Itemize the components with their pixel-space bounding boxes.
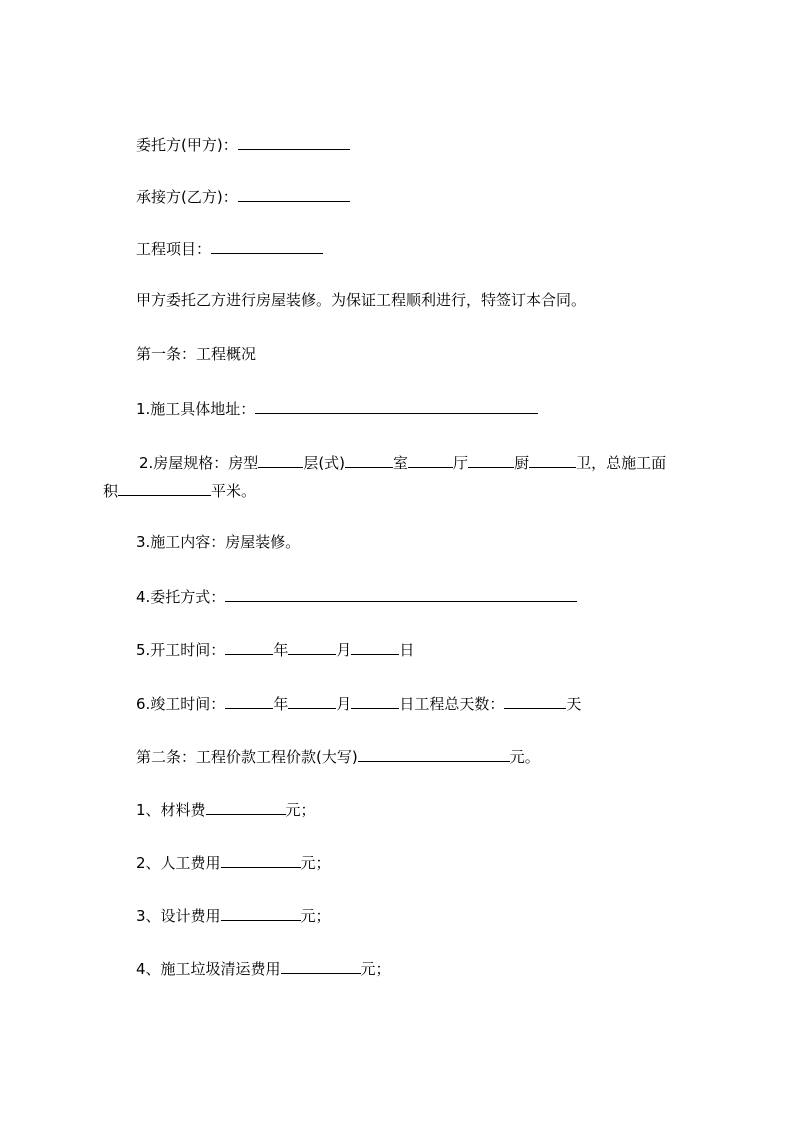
- item1-line: [136, 398, 538, 418]
- item2-label: 2.房屋规格：房型: [139, 454, 259, 472]
- design-fee-blank[interactable]: [221, 905, 301, 921]
- project-label: 工程项目：: [136, 240, 212, 258]
- start-year-blank[interactable]: [225, 639, 273, 655]
- item4-line: [136, 586, 577, 606]
- fee3-unit: 元；: [300, 907, 331, 925]
- start-month-label: 月: [336, 641, 352, 659]
- item3-line: [136, 533, 300, 551]
- hall-blank[interactable]: [468, 452, 514, 468]
- end-year-label: 年: [273, 695, 289, 713]
- item2-continued-line: [103, 480, 256, 500]
- fee3-label: 3、设计费用: [136, 907, 221, 925]
- project-line: [136, 238, 323, 258]
- item3-text: 3.施工内容：房屋装修。: [136, 533, 301, 551]
- start-month-blank[interactable]: [288, 639, 336, 655]
- client-party-line: [136, 134, 350, 154]
- article2-line: [136, 746, 540, 766]
- end-month-label: 月: [336, 695, 352, 713]
- labor-fee-blank[interactable]: [221, 852, 301, 868]
- fee4-label: 4、施工垃圾清运费用: [136, 960, 281, 978]
- item5-label: 5.开工时间：: [136, 641, 226, 659]
- house-type-blank[interactable]: [258, 452, 303, 468]
- price-uppercase-blank[interactable]: [358, 746, 510, 762]
- total-days-blank[interactable]: [504, 693, 566, 709]
- area-blank[interactable]: [118, 480, 211, 496]
- article1-title-text: 第一条：工程概况: [136, 345, 257, 363]
- total-days-unit: 天: [566, 695, 582, 713]
- preamble-text: 甲方委托乙方进行房屋装修。为保证工程顺利进行，特签订本合同。: [136, 291, 587, 309]
- fee2-line: [136, 852, 331, 872]
- client-party-label: 委托方(甲方)：: [136, 136, 238, 154]
- client-party-blank[interactable]: [238, 134, 350, 150]
- item2-wei: 卫，总施工面: [576, 454, 667, 472]
- article2-label: 第二条：工程价款工程价款(大写): [136, 748, 358, 766]
- item6-label: 6.竣工时间：: [136, 695, 226, 713]
- item2-ji: 积: [103, 482, 119, 500]
- material-fee-blank[interactable]: [206, 799, 286, 815]
- fee2-unit: 元；: [300, 854, 331, 872]
- end-day-blank[interactable]: [351, 693, 399, 709]
- contractor-party-blank[interactable]: [238, 186, 350, 202]
- fee4-unit: 元；: [360, 960, 391, 978]
- item2-ting: 厅: [453, 454, 469, 472]
- start-day-label: 日: [399, 641, 415, 659]
- project-blank[interactable]: [211, 238, 323, 254]
- item4-label: 4.委托方式：: [136, 588, 226, 606]
- fee1-line: [136, 799, 316, 819]
- preamble-line: [136, 291, 586, 309]
- article2-unit: 元。: [509, 748, 540, 766]
- item2-area-unit: 平米。: [211, 482, 257, 500]
- end-day-total-label: 日工程总天数：: [399, 695, 505, 713]
- item2-ceng: 层(式): [303, 454, 346, 472]
- item6-line: [136, 693, 581, 713]
- address-blank[interactable]: [255, 398, 538, 414]
- start-day-blank[interactable]: [351, 639, 399, 655]
- end-month-blank[interactable]: [288, 693, 336, 709]
- item1-label: 1.施工具体地址：: [136, 400, 256, 418]
- fee1-unit: 元；: [285, 801, 316, 819]
- item5-line: [136, 639, 414, 659]
- fee2-label: 2、人工费用: [136, 854, 221, 872]
- item2-line: [139, 452, 666, 472]
- fee3-line: [136, 905, 331, 925]
- waste-removal-fee-blank[interactable]: [281, 958, 361, 974]
- fee4-line: [136, 958, 391, 978]
- end-year-blank[interactable]: [225, 693, 273, 709]
- start-year-label: 年: [273, 641, 289, 659]
- room-blank[interactable]: [408, 452, 453, 468]
- kitchen-blank[interactable]: [529, 452, 576, 468]
- fee1-label: 1、材料费: [136, 801, 206, 819]
- article1-title: [136, 345, 256, 363]
- floor-blank[interactable]: [345, 452, 393, 468]
- contractor-party-label: 承接方(乙方)：: [136, 188, 238, 206]
- item2-shi: 室: [393, 454, 409, 472]
- contractor-party-line: [136, 186, 350, 206]
- item2-chu: 厨: [514, 454, 530, 472]
- commission-method-blank[interactable]: [225, 586, 577, 602]
